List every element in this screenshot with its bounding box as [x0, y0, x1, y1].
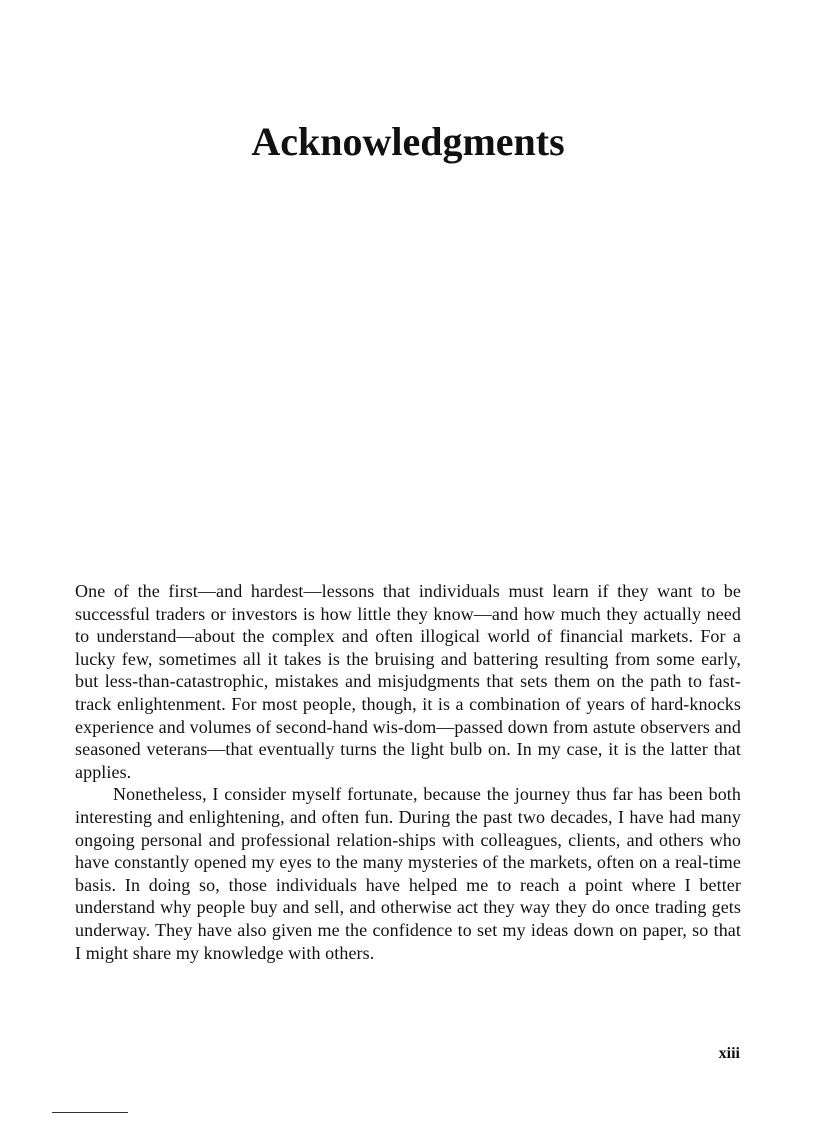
footer-rule [52, 1112, 128, 1113]
paragraph: One of the first—and hardest—lessons that individuals must learn if they want to be successful traders or investors is how little they know—and how much they actually need to understand—about the complex and often illogical world of financial markets. For a lucky few, sometimes all it takes is the bruising and battering resulting from some early, but less-than-catastrophic, mistakes and misjudgments that sets them on the path to fast-track enlightenment. For most people, though, it is a combination of years of hard-knocks experience and volumes of second-hand wis-dom—passed down from astute observers and seasoned veterans—that eventually turns the light bulb on. In my case, it is the latter that applies. [75, 581, 741, 782]
paragraph: Nonetheless, I consider myself fortunate, because the journey thus far has been both interesting and enlightening, and often fun. During the past two decades, I have had many ongoing personal and professional relation-ships with colleagues, clients, and others who have constantly opened my eyes to the many mysteries of the markets, often on a real-time basis. In doing so, those individuals have helped me to reach a point where I better understand why people buy and sell, and otherwise act they way they do once trading gets underway. They have also given me the confidence to set my ideas down on paper, so that I might share my knowledge with others. [75, 784, 741, 963]
page-number: xiii [718, 1045, 740, 1062]
page-title: Acknowledgments [251, 119, 565, 164]
body-text [75, 580, 741, 964]
